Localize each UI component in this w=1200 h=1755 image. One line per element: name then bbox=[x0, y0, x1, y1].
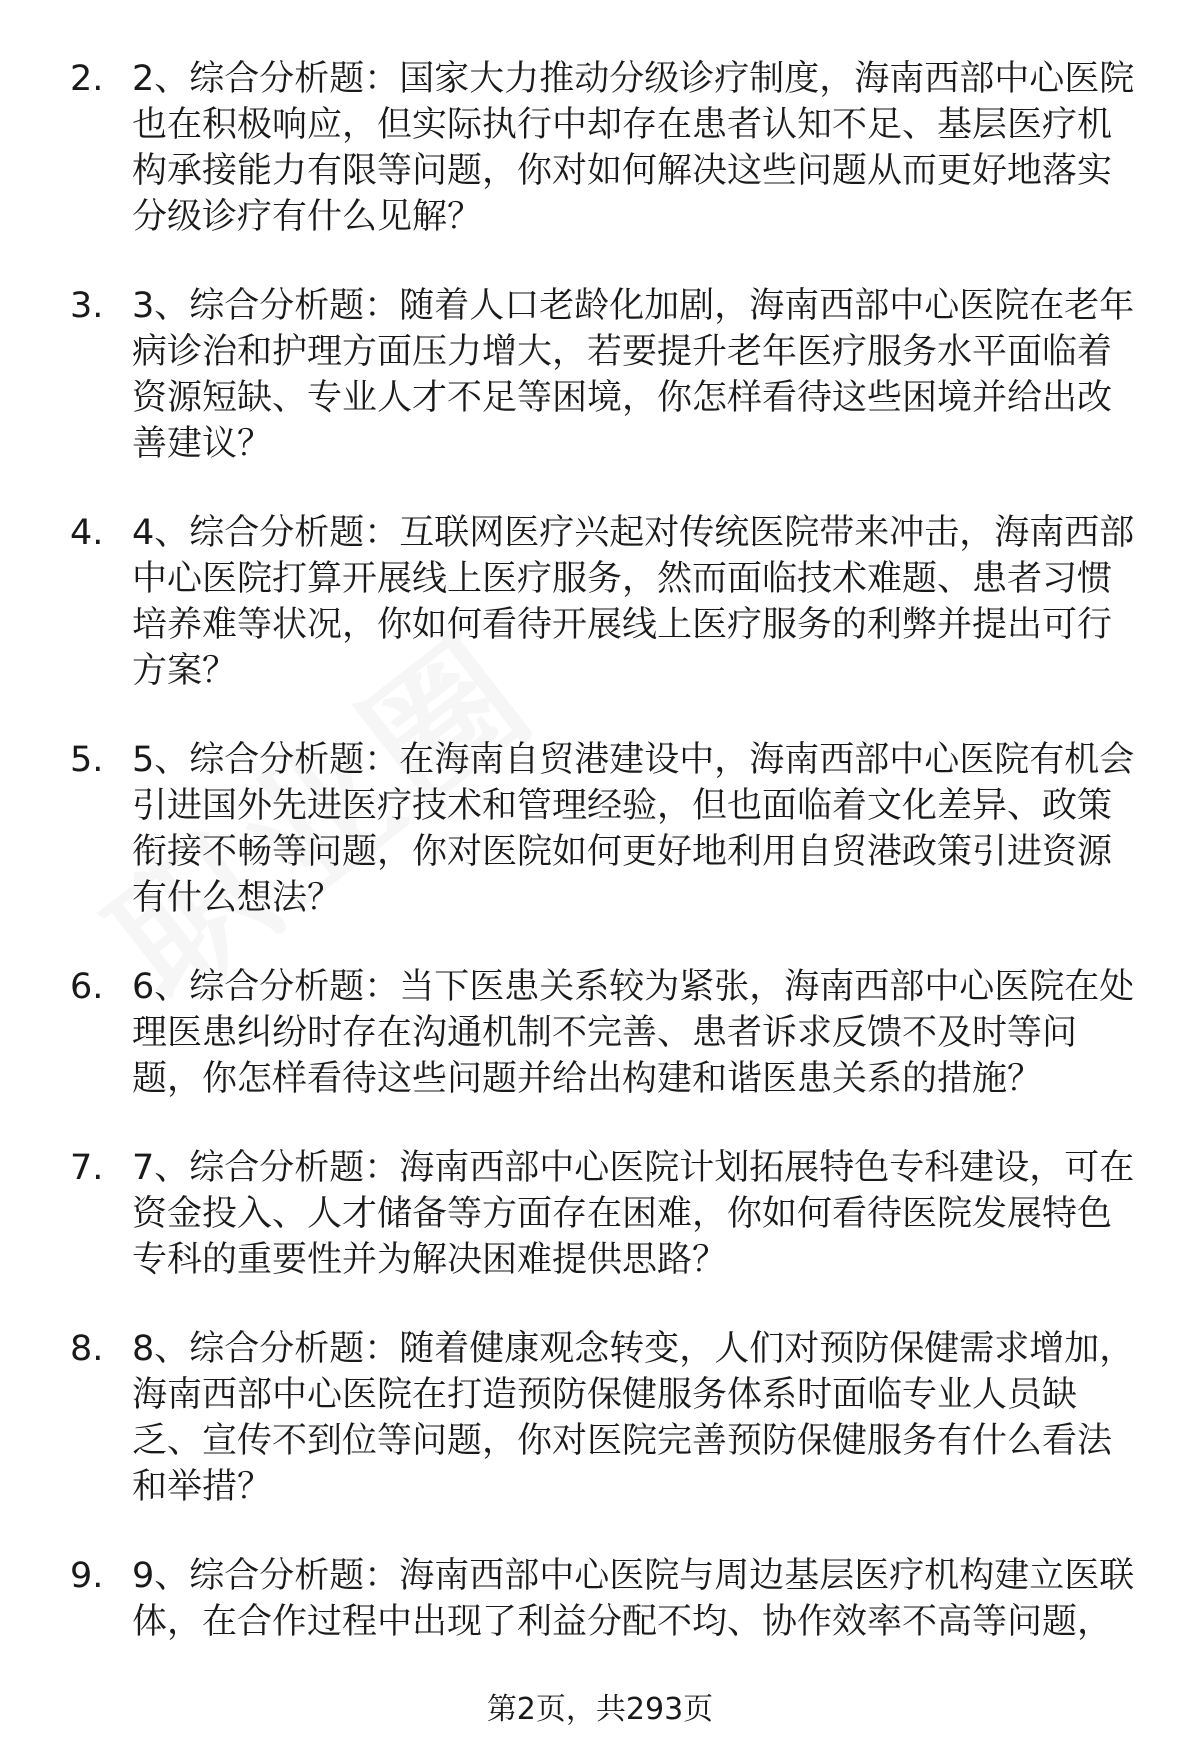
question-number: 4. bbox=[70, 513, 104, 553]
question-line: 中心医院打算开展线上医疗服务，然而面临技术难题、患者习惯 bbox=[132, 559, 1113, 599]
question-line: 4、综合分析题：互联网医疗兴起对传统医院带来冲击，海南西部 bbox=[132, 513, 1135, 553]
question-list bbox=[70, 56, 1160, 1688]
question-text bbox=[132, 56, 1160, 240]
question-item bbox=[70, 1145, 1160, 1283]
question-line: 资金投入、人才储备等方面存在困难，你如何看待医院发展特色 bbox=[132, 1194, 1113, 1234]
question-line: 和举措？ bbox=[132, 1467, 273, 1507]
page-footer: 第2页，共293页 bbox=[486, 1692, 714, 1727]
question-item bbox=[70, 1553, 1160, 1645]
question-item bbox=[70, 1326, 1160, 1510]
question-number: 9. bbox=[70, 1556, 104, 1596]
question-number: 5. bbox=[70, 740, 104, 780]
question-line: 善建议？ bbox=[132, 424, 273, 464]
question-number: 7. bbox=[70, 1148, 104, 1188]
question-text bbox=[132, 1145, 1160, 1283]
question-number: 3. bbox=[70, 286, 104, 326]
question-line: 专科的重要性并为解决困难提供思路？ bbox=[132, 1240, 728, 1280]
question-item bbox=[70, 510, 1160, 694]
question-line: 衔接不畅等问题，你对医院如何更好地利用自贸港政策引进资源 bbox=[132, 832, 1113, 872]
question-text bbox=[132, 283, 1160, 467]
question-line: 5、综合分析题：在海南自贸港建设中，海南西部中心医院有机会 bbox=[132, 740, 1135, 780]
question-line: 引进国外先进医疗技术和管理经验，但也面临着文化差异、政策 bbox=[132, 786, 1113, 826]
question-line: 3、综合分析题：随着人口老龄化加剧，海南西部中心医院在老年 bbox=[132, 286, 1135, 326]
question-text bbox=[132, 510, 1160, 694]
question-line: 也在积极响应，但实际执行中却存在患者认知不足、基层医疗机 bbox=[132, 105, 1113, 145]
question-line: 构承接能力有限等问题，你对如何解决这些问题从而更好地落实 bbox=[132, 151, 1113, 191]
question-number: 6. bbox=[70, 967, 104, 1007]
question-line: 分级诊疗有什么见解？ bbox=[132, 197, 483, 237]
question-line: 培养难等状况，你如何看待开展线上医疗服务的利弊并提出可行 bbox=[132, 605, 1113, 645]
question-text bbox=[132, 737, 1160, 921]
question-item bbox=[70, 56, 1160, 240]
question-line: 海南西部中心医院在打造预防保健服务体系时面临专业人员缺 bbox=[132, 1375, 1078, 1415]
question-text bbox=[132, 1326, 1160, 1510]
question-line: 理医患纠纷时存在沟通机制不完善、患者诉求反馈不及时等问 bbox=[132, 1013, 1078, 1053]
question-line: 7、综合分析题：海南西部中心医院计划拓展特色专科建设，可在 bbox=[132, 1148, 1135, 1188]
question-line: 病诊治和护理方面压力增大，若要提升老年医疗服务水平面临着 bbox=[132, 332, 1113, 372]
question-line: 方案？ bbox=[132, 651, 238, 691]
question-text bbox=[132, 964, 1160, 1102]
question-line: 6、综合分析题：当下医患关系较为紧张，海南西部中心医院在处 bbox=[132, 967, 1135, 1007]
question-line: 有什么想法？ bbox=[132, 878, 343, 918]
question-number: 2. bbox=[70, 59, 104, 99]
question-item bbox=[70, 737, 1160, 921]
question-line: 8、综合分析题：随着健康观念转变，人们对预防保健需求增加， bbox=[132, 1329, 1135, 1369]
question-line: 2、综合分析题：国家大力推动分级诊疗制度，海南西部中心医院 bbox=[132, 59, 1135, 99]
question-text bbox=[132, 1553, 1160, 1645]
question-line: 体，在合作过程中出现了利益分配不均、协作效率不高等问题， bbox=[132, 1602, 1113, 1642]
question-item bbox=[70, 964, 1160, 1102]
question-item bbox=[70, 283, 1160, 467]
question-number: 8. bbox=[70, 1329, 104, 1369]
question-line: 乏、宣传不到位等问题，你对医院完善预防保健服务有什么看法 bbox=[132, 1421, 1113, 1461]
question-line: 9、综合分析题：海南西部中心医院与周边基层医疗机构建立医联 bbox=[132, 1556, 1135, 1596]
question-line: 资源短缺、专业人才不足等困境，你怎样看待这些困境并给出改 bbox=[132, 378, 1113, 418]
question-line: 题，你怎样看待这些问题并给出构建和谐医患关系的措施？ bbox=[132, 1059, 1043, 1099]
